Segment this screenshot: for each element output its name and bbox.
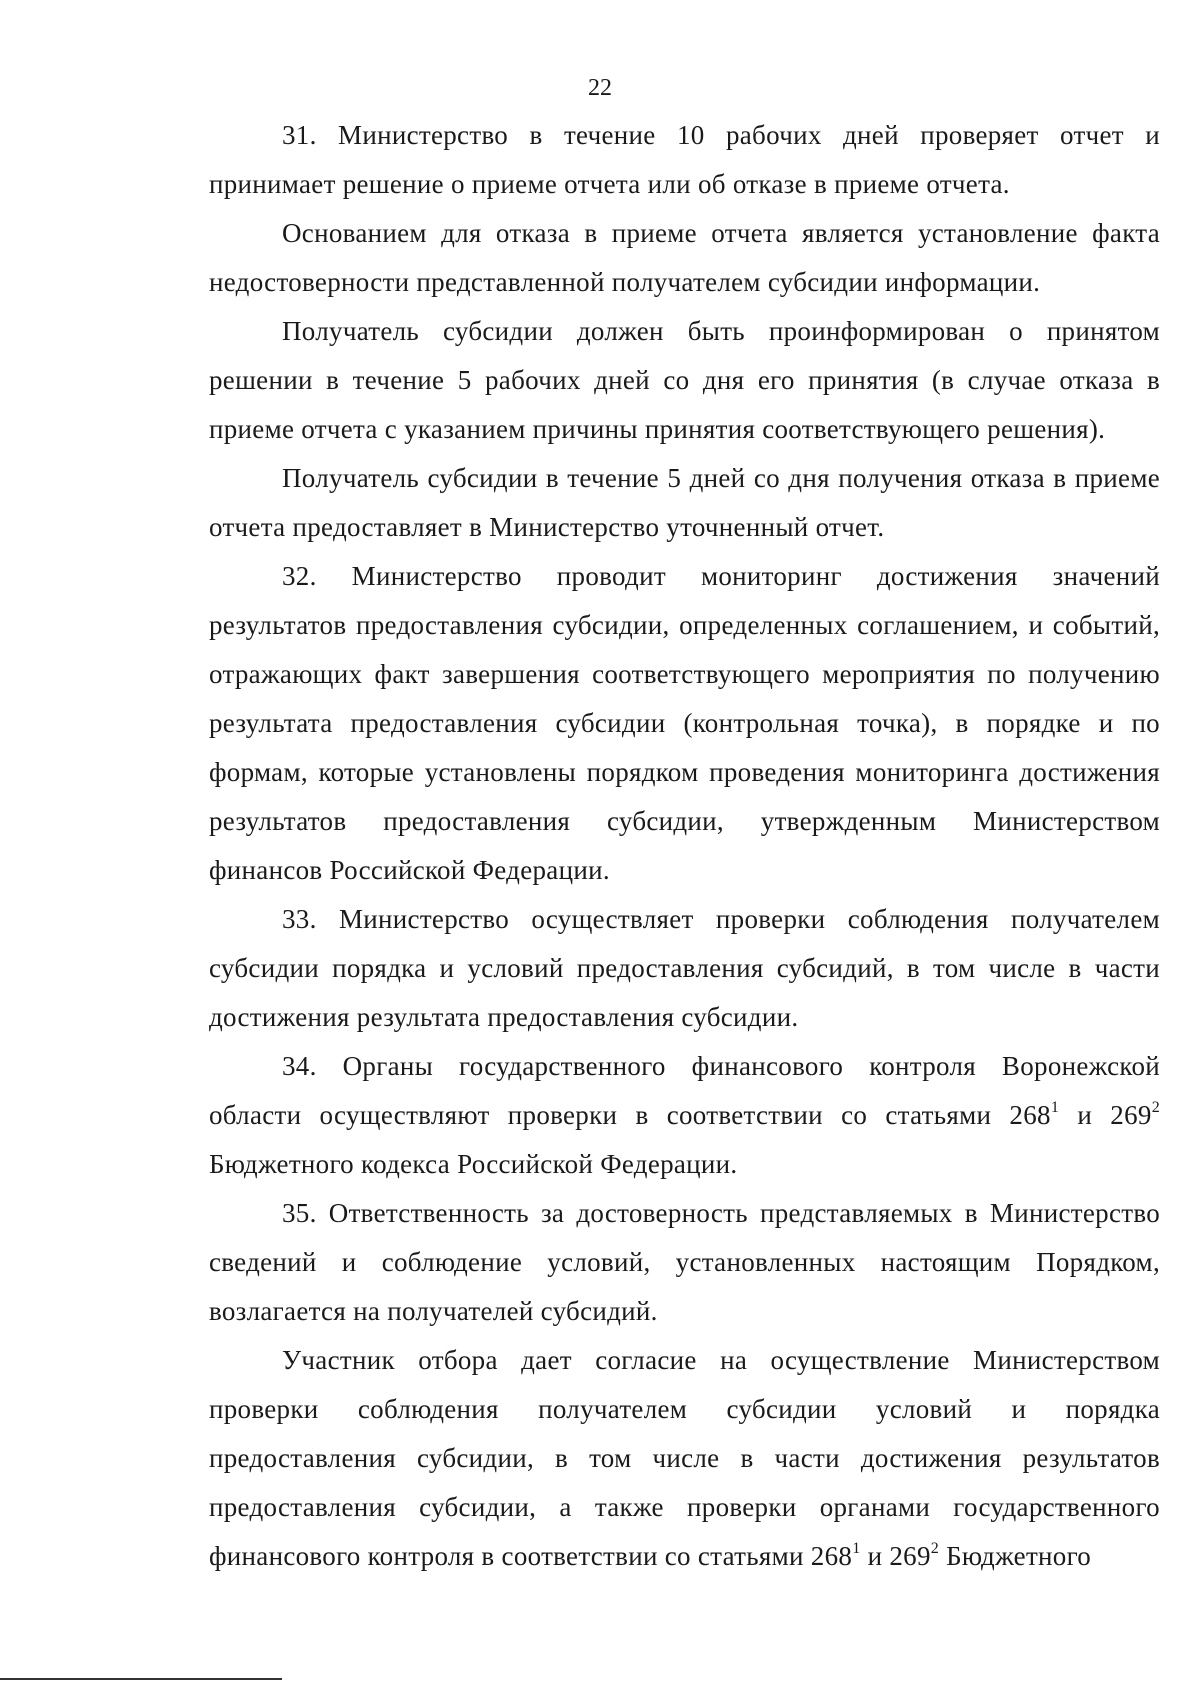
paragraph-32: 32. Министерство проводит мониторинг достижения значений результатов предоставления субсидии, определенных соглашением, и событий, отражающих факт завершения соответствующего мероприятия по получению результата предоставления субсидии (контрольная точка), в порядке и по формам, которые установлены порядком проведения мониторинга достижения результатов предоставления субсидии, утвержденным Министерством финансов Российской Федерации.	[209, 561, 1160, 885]
bottom-edge-line	[0, 1678, 282, 1680]
paragraph-31-notification: Получатель субсидии должен быть проинформирован о принятом решении в течение 5 рабочих дней со дня его принятия (в случае отказа в приеме отчета с указанием причины принятия соответствующего решения).	[209, 316, 1160, 444]
page-number: 22	[588, 75, 612, 101]
superscript-1: 1	[1050, 1099, 1060, 1116]
paragraph-31-refusal-basis: Основанием для отказа в приеме отчета является установление факта недостоверности представленной получателем субсидии информации.	[209, 218, 1160, 297]
paragraph-31: 31. Министерство в течение 10 рабочих дней проверяет отчет и принимает решение о приеме отчета или об отказе в приеме отчета.	[209, 120, 1160, 199]
superscript-1: 1	[852, 1540, 861, 1557]
superscript-2: 2	[930, 1540, 940, 1557]
paragraph-33: 33. Министерство осуществляет проверки соблюдения получателем субсидии порядка и условий предоставления субсидий, в том числе в части достижения результата предоставления субсидии.	[209, 904, 1160, 1032]
paragraph-consent-text-start: Участник отбора дает согласие на осуществление Министерством проверки соблюдения получателем субсидии условий и порядка предоставления субсидии, в том числе в части достижения результатов предоставления субсидии, а также проверки органами государственного финансового контроля в соответствии со статьями 268	[209, 1345, 1160, 1571]
paragraph-consent	[209, 1336, 1160, 1581]
paragraph-34-text-start: 34. Органы государственного финансового контроля Воронежской области осуществляют проверки в соответствии со статьями 268	[209, 1051, 1160, 1130]
superscript-2: 2	[1151, 1099, 1160, 1116]
paragraph-consent-text-middle: и 269	[860, 1541, 931, 1571]
document-body	[209, 111, 1160, 1581]
paragraph-consent-text-end: Бюджетного	[939, 1541, 1092, 1571]
paragraph-34-text-middle: и 269	[1059, 1100, 1152, 1130]
paragraph-34-text-end: Бюджетного кодекса Российской Федерации.	[209, 1149, 738, 1179]
paragraph-34	[209, 1042, 1160, 1189]
paragraph-31-corrected-report: Получатель субсидии в течение 5 дней со дня получения отказа в приеме отчета предоставляет в Министерство уточненный отчет.	[209, 463, 1160, 542]
paragraph-35: 35. Ответственность за достоверность представляемых в Министерство сведений и соблюдение условий, установленных настоящим Порядком, возлагается на получателей субсидий.	[209, 1198, 1160, 1326]
